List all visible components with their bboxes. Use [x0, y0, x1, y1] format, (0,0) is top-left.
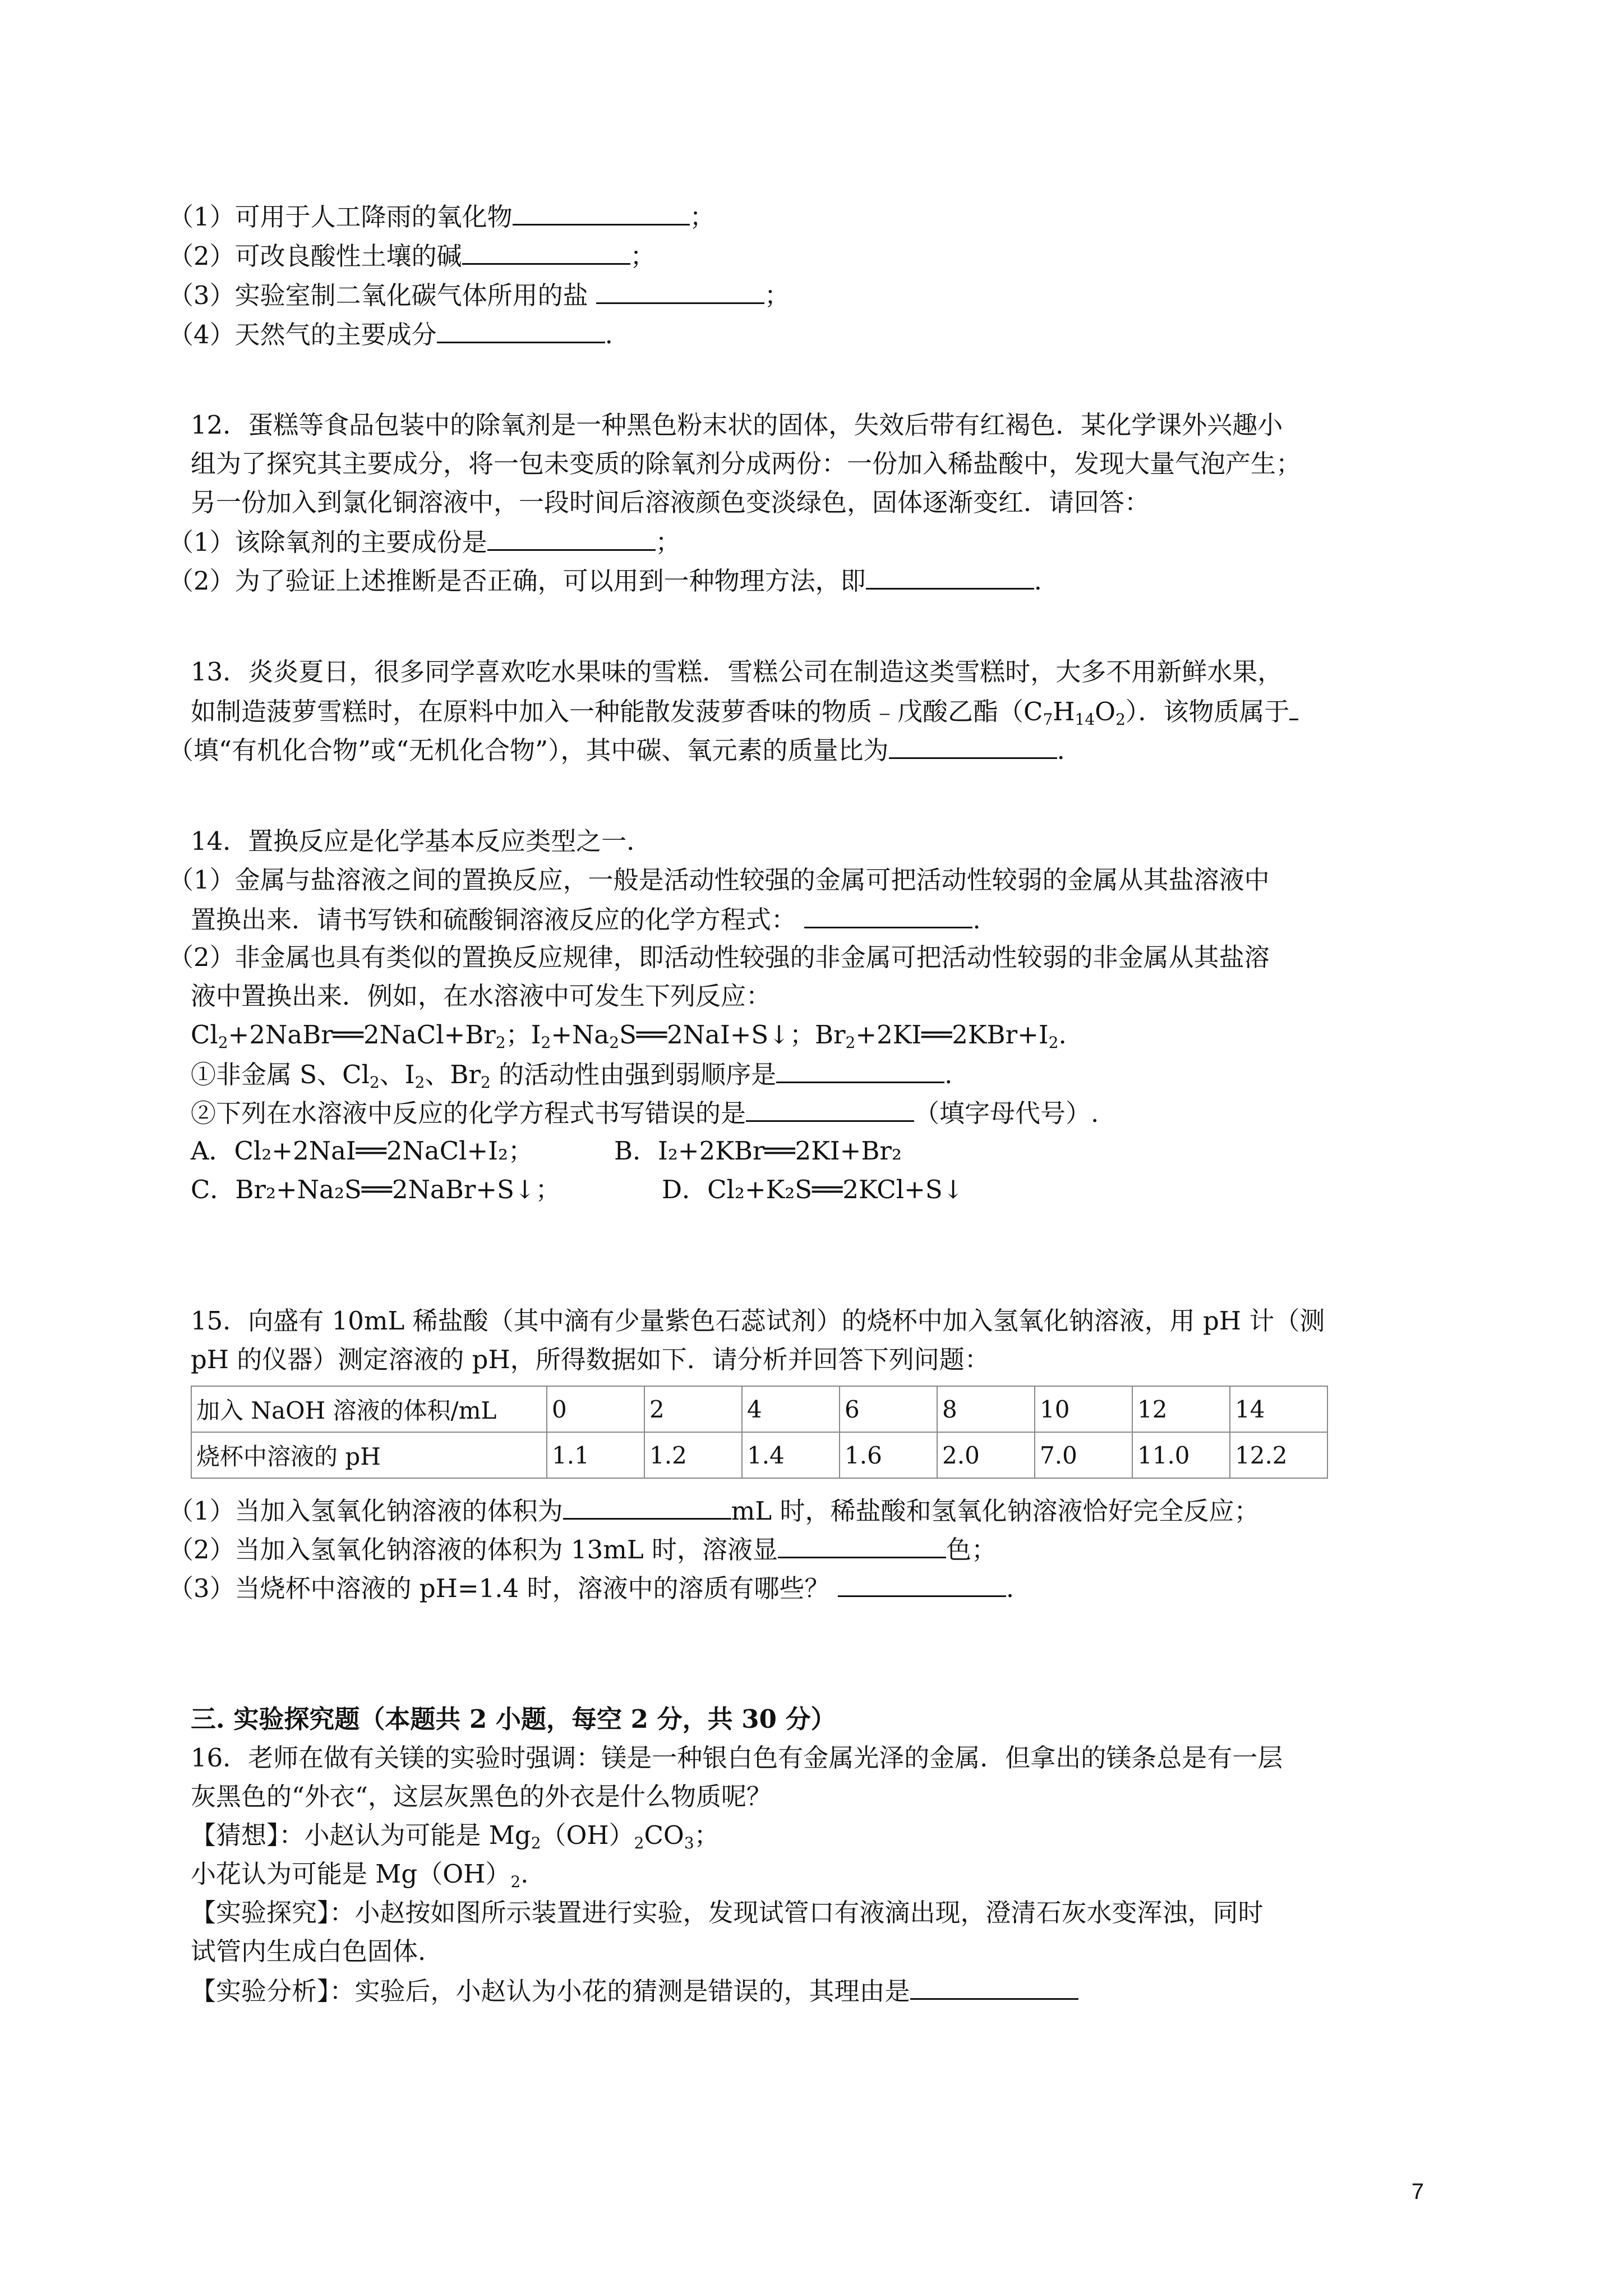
q14-option-a[interactable]: A．Cl₂+2NaI══2NaCl+I₂； [191, 1136, 534, 1166]
q12-stem-line-1: 12．蛋糕等食品包装中的除氧剂是一种黑色粉末状的固体，失效后带有红褐色．某化学课外兴趣小 [191, 410, 1283, 440]
q13-formula-h: H [1053, 697, 1075, 726]
table-row [191, 1386, 1327, 1432]
q11-answer-blank-3[interactable] [596, 278, 764, 304]
q16-experiment-line-1: 【实验探究】：小赵按如图所示装置进行实验，发现试管口有液滴出现，澄清石灰水变浑浊，同时 [191, 1898, 1264, 1927]
q12-answer-blank-1[interactable] [487, 524, 656, 551]
subscript: 2 [369, 1073, 380, 1092]
q11-item-2 [168, 238, 656, 273]
q15-item-3 [168, 1571, 1014, 1605]
q12-item-1-end: ； [655, 527, 681, 557]
subscript: 2 [609, 1033, 620, 1052]
q13-formula-o: O [1095, 697, 1116, 726]
q14-reactions-text: . [1058, 1020, 1067, 1050]
q14-sub-question-1-text: 、Br [425, 1060, 481, 1089]
subscript: 7 [1043, 710, 1053, 729]
q15-item-1-end: mL 时，稀盐酸和氢氧化钠溶液恰好完全反应； [731, 1496, 1260, 1526]
section-heading: 三. 实验探究题（本题共 2 小题，每空 2 分，共 30 分） [191, 1704, 836, 1734]
subscript: 2 [1048, 1033, 1059, 1052]
subscript: 2 [531, 1834, 541, 1852]
q16-guess-1-text: 【猜想】：小赵认为可能是 Mg [191, 1820, 531, 1850]
q14-option-b[interactable]: B．I₂+2KBr══2KI+Br₂ [614, 1136, 902, 1166]
q14-reactions-text: +2KI══2KBr+I [855, 1020, 1049, 1050]
q14-answer-blank-3[interactable] [746, 1096, 914, 1122]
q12-stem-line-2: 组为了探究其主要成分，将一包未变质的除氧剂分成两份：一份加入稀盐酸中，发现大量气泡产生； [191, 449, 1302, 478]
q15-answer-blank-1[interactable] [563, 1493, 731, 1520]
q11-item-2-text: （2）可改良酸性土壤的碱 [168, 241, 462, 271]
table-row [191, 1432, 1327, 1478]
q14-reactions-text: ；I [505, 1020, 541, 1050]
q15-answer-blank-2[interactable] [778, 1532, 946, 1558]
subscript: 2 [634, 1834, 644, 1852]
q16-guess-1-text: CO [644, 1820, 684, 1850]
q16-analysis-text: 【实验分析】：实验后，小赵认为小花的猜测是错误的，其理由是 [191, 1976, 910, 2006]
q16-guess-1-text: ； [694, 1820, 720, 1850]
q15-item-1 [168, 1493, 1260, 1528]
table-cell: 12.2 [1230, 1432, 1327, 1478]
q11-answer-blank-4[interactable] [437, 317, 605, 343]
table-cell: 10 [1035, 1386, 1132, 1432]
q11-item-1-text: （1）可用于人工降雨的氧化物 [168, 202, 513, 232]
q12-item-2-text: （2）为了验证上述推断是否正确，可以用到一种物理方法，即 [168, 566, 866, 596]
q13-stem-line-1: 13．炎炎夏日，很多同学喜欢吃水果味的雪糕．雪糕公司在制造这类雪糕时，大多不用新鲜水果， [191, 657, 1283, 687]
q14-sub-question-2-end: （填字母代号）. [914, 1098, 1099, 1128]
q15-item-3-text: （3）当烧杯中溶液的 pH=1.4 时，溶液中的溶质有哪些？ [168, 1573, 830, 1603]
q14-sub-question-1-end: . [944, 1060, 953, 1089]
q11-item-3 [168, 278, 790, 312]
page-number: 7 [1411, 2179, 1424, 2204]
q12-stem-line-3: 另一份加入到氯化铜溶液中，一段时间后溶液颜色变淡绿色，固体逐渐变红．请回答： [191, 487, 1150, 517]
q11-item-4 [168, 317, 613, 352]
q16-experiment-line-2: 试管内生成白色固体. [191, 1936, 426, 1966]
q11-item-4-text: （4）天然气的主要成分 [168, 320, 437, 349]
q15-stem-line-1: 15．向盛有 10mL 稀盐酸（其中滴有少量紫色石蕊试剂）的烧杯中加入氢氧化钠溶液，用 pH 计（测 [191, 1306, 1325, 1336]
subscript: 2 [541, 1033, 551, 1052]
table-header-cell: 加入 NaOH 溶液的体积/mL [191, 1386, 547, 1432]
q14-sub-question-1-text: ①非金属 S、Cl [191, 1060, 370, 1089]
q16-guess-1 [191, 1819, 720, 1860]
table-cell: 1.2 [644, 1432, 742, 1478]
q14-reactions-text: Cl [191, 1020, 218, 1050]
q14-part-2-line-2: 液中置换出来．例如，在水溶液中可发生下列反应： [191, 981, 772, 1011]
q11-answer-blank-1b [681, 199, 690, 226]
q16-answer-blank-1[interactable] [910, 1973, 1078, 2000]
q11-item-2-end: ； [630, 241, 656, 271]
subscript: 2 [495, 1033, 506, 1052]
q15-item-2 [168, 1532, 997, 1567]
q15-answer-blank-3[interactable] [838, 1571, 1006, 1597]
q16-guess-2 [191, 1857, 528, 1899]
q14-part-2-line-1: （2）非金属也具有类似的置换反应规律，即活动性较强的非金属可把活动性较弱的非金属从其盐溶 [168, 942, 1270, 972]
q14-reactions [191, 1018, 1067, 1060]
table-cell: 12 [1132, 1386, 1230, 1432]
q12-answer-blank-2[interactable] [866, 563, 1034, 590]
q15-item-2-text: （2）当加入氢氧化钠溶液的体积为 13mL 时，溶液显 [168, 1535, 778, 1565]
q16-guess-2-text: 小花认为可能是 Mg（OH） [191, 1859, 511, 1889]
q14-part-1-line-2 [191, 902, 981, 937]
subscript: 2 [414, 1073, 425, 1092]
subscript: 2 [1115, 710, 1126, 729]
table-cell: 6 [840, 1386, 937, 1432]
subscript: 14 [1075, 710, 1095, 729]
q15-item-1-text: （1）当加入氢氧化钠溶液的体积为 [168, 1496, 563, 1526]
subscript: 2 [845, 1033, 856, 1052]
q13-stem-line-2 [191, 694, 1298, 737]
q16-guess-1-text: （OH） [541, 1820, 634, 1850]
q14-sub-question-1-text: 、I [379, 1060, 415, 1089]
q14-part-1-end: . [972, 905, 981, 935]
table-cell: 1.4 [742, 1432, 840, 1478]
table-cell: 0 [547, 1386, 644, 1432]
q11-answer-blank-1[interactable] [513, 199, 681, 226]
q14-reactions-text: +Na [551, 1020, 610, 1050]
q11-item-1 [168, 199, 715, 234]
table-cell: 11.0 [1132, 1432, 1230, 1478]
subscript: 2 [481, 1073, 491, 1092]
table-cell: 14 [1230, 1386, 1327, 1432]
q11-item-4-end: . [605, 320, 613, 349]
q14-reactions-text: +2NaBr══2NaCl+Br [228, 1020, 496, 1050]
table-header-cell: 烧杯中溶液的 pH [191, 1432, 547, 1478]
q14-option-d[interactable]: D．Cl₂+K₂S══2KCl+S↓ [662, 1175, 964, 1204]
q13-stem-text-end: ）．该物质属于 [1125, 697, 1290, 726]
q14-answer-blank-1[interactable] [804, 902, 972, 928]
table-cell: 2 [644, 1386, 742, 1432]
q14-title: 14．置换反应是化学基本反应类型之一． [191, 826, 652, 856]
q13-stem-text: 如制造菠萝雪糕时，在原料中加入一种能散发菠萝香味的物质﹣戊酸乙酯（C [191, 697, 1043, 726]
q15-item-3-end: . [1006, 1573, 1015, 1603]
q14-sub-question-2-text: ②下列在水溶液中反应的化学方程式书写错误的是 [191, 1098, 746, 1128]
q11-item-3-text: （3）实验室制二氧化碳气体所用的盐 [168, 280, 588, 310]
q15-stem-line-2: pH 的仪器）测定溶液的 pH，所得数据如下．请分析并回答下列问题： [191, 1345, 990, 1374]
q13-answer-blank-2[interactable] [889, 733, 1057, 759]
q16-stem-line-2: 灰黑色的“外衣“，这层灰黑色的外衣是什么物质呢？ [191, 1782, 772, 1811]
subscript: 2 [510, 1872, 521, 1891]
table-cell: 7.0 [1035, 1432, 1132, 1478]
q14-reactions-text: S══2NaI+S↓；Br [619, 1020, 846, 1050]
q16-guess-2-text: . [520, 1859, 529, 1889]
subscript: 2 [218, 1033, 228, 1052]
subscript: 3 [684, 1834, 694, 1852]
q13-stem-line-3 [168, 733, 1065, 767]
q14-sub-question-1 [191, 1057, 952, 1099]
q14-part-1-question: 置换出来．请书写铁和硫酸铜溶液反应的化学方程式： [191, 905, 797, 935]
q14-part-1-line-1: （1）金属与盐溶液之间的置换反应，一般是活动性较强的金属可把活动性较弱的金属从其盐溶液中 [168, 865, 1270, 895]
q13-stem-line-3-end: . [1057, 735, 1065, 765]
q12-item-2-end: . [1034, 566, 1042, 596]
q13-answer-blank-1[interactable] [1289, 694, 1298, 720]
table-cell: 8 [937, 1386, 1035, 1432]
q14-sub-question-2 [191, 1096, 1099, 1130]
q12-item-1-text: （1）该除氧剂的主要成份是 [168, 527, 487, 557]
q12-item-1 [168, 524, 681, 559]
q15-item-2-end: 色； [946, 1535, 997, 1565]
q14-answer-blank-2[interactable] [776, 1057, 944, 1083]
q12-item-2 [168, 563, 1042, 598]
q16-analysis [191, 1973, 1078, 2008]
table-cell: 4 [742, 1386, 840, 1432]
q16-stem-line-1: 16．老师在做有关镁的实验时强调：镁是一种银白色有金属光泽的金属．但拿出的镁条总是有一层 [191, 1743, 1283, 1773]
table-cell: 1.1 [547, 1432, 644, 1478]
table-cell: 1.6 [840, 1432, 937, 1478]
q11-answer-blank-2[interactable] [462, 238, 630, 265]
q11-item-3-end: ； [764, 280, 790, 310]
table-cell: 2.0 [937, 1432, 1035, 1478]
q11-item-1-end: ； [689, 202, 715, 232]
q14-option-c[interactable]: C．Br₂+Na₂S══2NaBr+S↓； [191, 1175, 561, 1204]
q14-sub-question-1-text: 的活动性由强到弱顺序是 [490, 1060, 777, 1089]
q13-stem-line-3-text: （填“有机化合物”或“无机化合物”），其中碳、氧元素的质量比为 [168, 735, 889, 765]
ph-data-table [191, 1386, 1328, 1479]
